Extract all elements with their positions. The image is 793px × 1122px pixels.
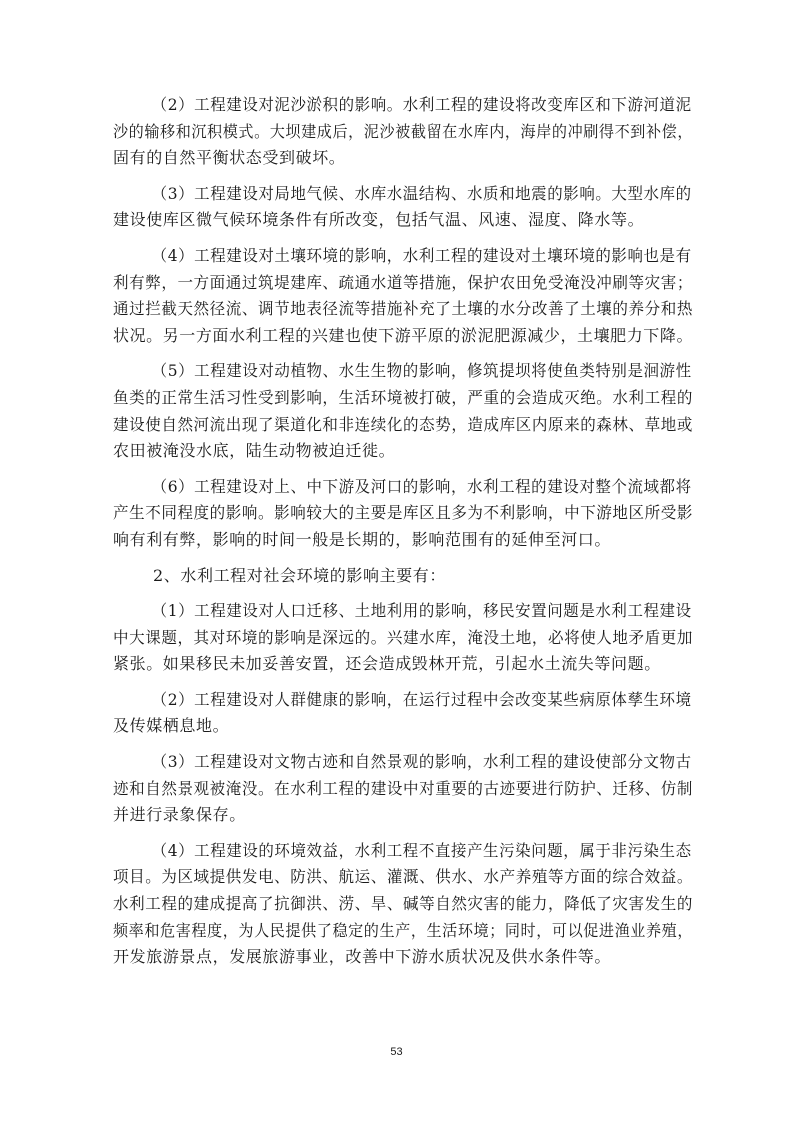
text-line: 项目。为区域提供发电、防洪、航运、灌溉、供水、水产养殖等方面的综合效益。 [113, 867, 693, 887]
text-line: 紧张。如果移民未加妥善安置，还会造成毁林开荒，引起水土流失等问题。 [113, 654, 661, 674]
text-line: 水利工程的建成提高了抗御洪、涝、旱、碱等自然灾害的能力，降低了灾害发生的 [113, 894, 693, 914]
text-line: 农田被淹没水底，陆生动物被迫迁徙。 [113, 441, 396, 461]
paragraph-climate-impact [113, 181, 693, 234]
paragraph-sediment-impact [113, 92, 693, 172]
text-line: （4）工程建设的环境效益，水利工程不直接产生污染问题，属于非污染生态 [151, 840, 692, 860]
text-line: 开发旅游景点，发展旅游事业，改善中下游水质状况及供水条件等。 [113, 947, 612, 967]
paragraph-heritage-impact [113, 749, 693, 829]
paragraph-health-impact [113, 687, 693, 740]
text-line: 并进行录象保存。 [113, 805, 246, 825]
paragraph-river-impact [113, 474, 693, 554]
text-line: 频率和危害程度，为人民提供了稳定的生产，生活环境；同时，可以促进渔业养殖， [113, 920, 693, 940]
text-line: 2、水利工程对社会环境的影响主要有： [153, 565, 446, 585]
text-line: （3）工程建设对局地气候、水库水温结构、水质和地震的影响。大型水库的 [151, 183, 692, 203]
paragraph-biology-impact [113, 358, 693, 464]
paragraph-migration-impact [113, 598, 693, 678]
text-line: 固有的自然平衡状态受到破坏。 [113, 148, 346, 168]
paragraph-environmental-benefit [113, 838, 693, 971]
text-line: 及传媒栖息地。 [113, 716, 230, 736]
text-line: （2）工程建设对人群健康的影响，在运行过程中会改变某些病原体孳生环境 [151, 689, 692, 709]
text-line: 响有利有弊，影响的时间一般是长期的，影响范围有的延伸至河口。 [113, 529, 612, 549]
text-line: （6）工程建设对上、中下游及河口的影响，水利工程的建设对整个流域都将 [151, 476, 692, 496]
text-line: （5）工程建设对动植物、水生生物的影响，修筑提坝将使鱼类特别是洄游性 [151, 361, 692, 381]
text-line: 通过拦截天然径流、调节地表径流等措施补充了土壤的水分改善了土壤的养分和热 [113, 299, 693, 319]
text-line: （3）工程建设对文物古迹和自然景观的影响，水利工程的建设使部分文物古 [151, 752, 692, 772]
text-line: 产生不同程度的影响。影响较大的主要是库区且多为不利影响，中下游地区所受影 [113, 503, 693, 523]
document-body [113, 92, 693, 971]
text-line: 沙的输移和沉积模式。大坝建成后，泥沙被截留在水库内，海岸的冲刷得不到补偿， [113, 121, 693, 141]
section-heading-social-impact [113, 563, 693, 590]
text-line: （2）工程建设对泥沙淤积的影响。水利工程的建设将改变库区和下游河道泥 [151, 95, 692, 114]
text-line: 中大课题，其对环境的影响是深远的。兴建水库，淹没土地，必将使人地矛盾更加 [113, 627, 693, 647]
text-line: （4）工程建设对土壤环境的影响，水利工程的建设对土壤环境的影响也是有 [151, 245, 692, 265]
text-line: 建设使自然河流出现了渠道化和非连续化的态势，造成库区内原来的森林、草地或 [113, 414, 693, 434]
page-number: 53 [390, 1046, 403, 1058]
text-line: 建设使库区微气候环境条件有所改变，包括气温、风速、湿度、降水等。 [113, 210, 645, 230]
text-line: 迹和自然景观被淹没。在水利工程的建设中对重要的古迹要进行防护、迁移、仿制 [113, 778, 693, 798]
text-line: 鱼类的正常生活习性受到影响，生活环境被打破，严重的会造成灭绝。水利工程的 [113, 387, 693, 407]
paragraph-soil-impact [113, 243, 693, 349]
text-line: （1）工程建设对人口迁移、土地利用的影响，移民安置问题是水利工程建设 [151, 601, 692, 621]
text-line: 利有弊，一方面通过筑堤建库、疏通水道等措施，保护农田免受淹没冲刷等灾害； [113, 272, 693, 292]
text-line: 状况。另一方面水利工程的兴建也使下游平原的淤泥肥源减少，土壤肥力下降。 [113, 325, 694, 345]
